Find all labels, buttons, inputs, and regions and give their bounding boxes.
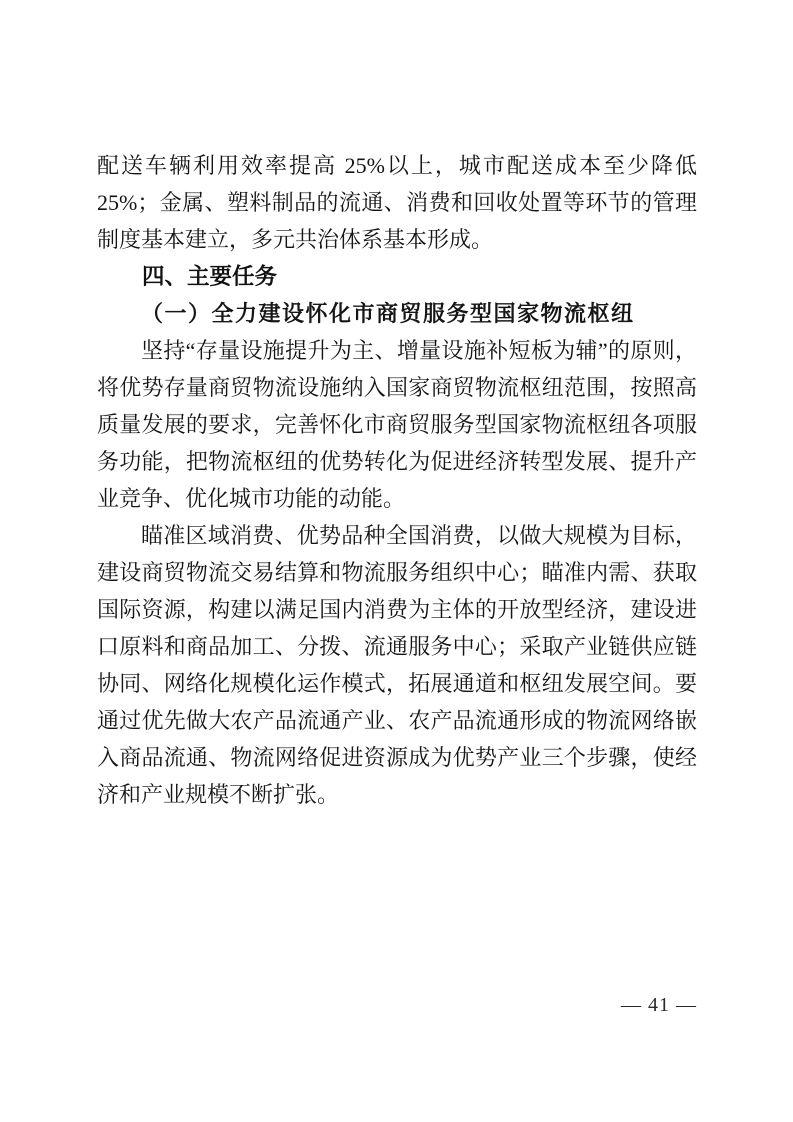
page-number: — 41 — bbox=[621, 994, 697, 1016]
paragraph-targets-continuation: 配送车辆利用效率提高 25%以上，城市配送成本至少降低 25%；金属、塑料制品的流通、消费和回收处置等环节的管理制度基本建立，多元共治体系基本形成。 bbox=[97, 153, 697, 252]
section-heading-main-tasks: 四、主要任务 bbox=[142, 264, 278, 289]
page-body bbox=[97, 147, 697, 813]
paragraph-hub-building: 坚持“存量设施提升为主、增量设施补短板为辅”的原则，将优势存量商贸物流设施纳入国家商贸物流枢纽范围，按照高质量发展的要求，完善怀化市商贸服务型国家物流枢纽各项服务功能，把物流枢纽的优势转化为促进经济转型发展、提升产业竞争、优化城市功能的动能。 bbox=[97, 338, 697, 511]
subsection-heading-logistics-hub: （一）全力建设怀化市商贸服务型国家物流枢纽 bbox=[141, 301, 635, 326]
paragraph-consumption-strategy: 瞄准区域消费、优势品种全国消费，以做大规模为目标，建设商贸物流交易结算和物流服务组织中心；瞄准内需、获取国际资源，构建以满足国内消费为主体的开放型经济，建设进口原料和商品加工、分拨、流通服务中心；采取产业链供应链协同、网络化规模化运作模式，拓展通道和枢纽发展空间。要通过优先做大农产品流通产业、农产品流通形成的物流网络嵌入商品流通、物流网络促进资源成为优势产业三个步骤，使经济和产业规模不断扩张。 bbox=[97, 523, 697, 807]
